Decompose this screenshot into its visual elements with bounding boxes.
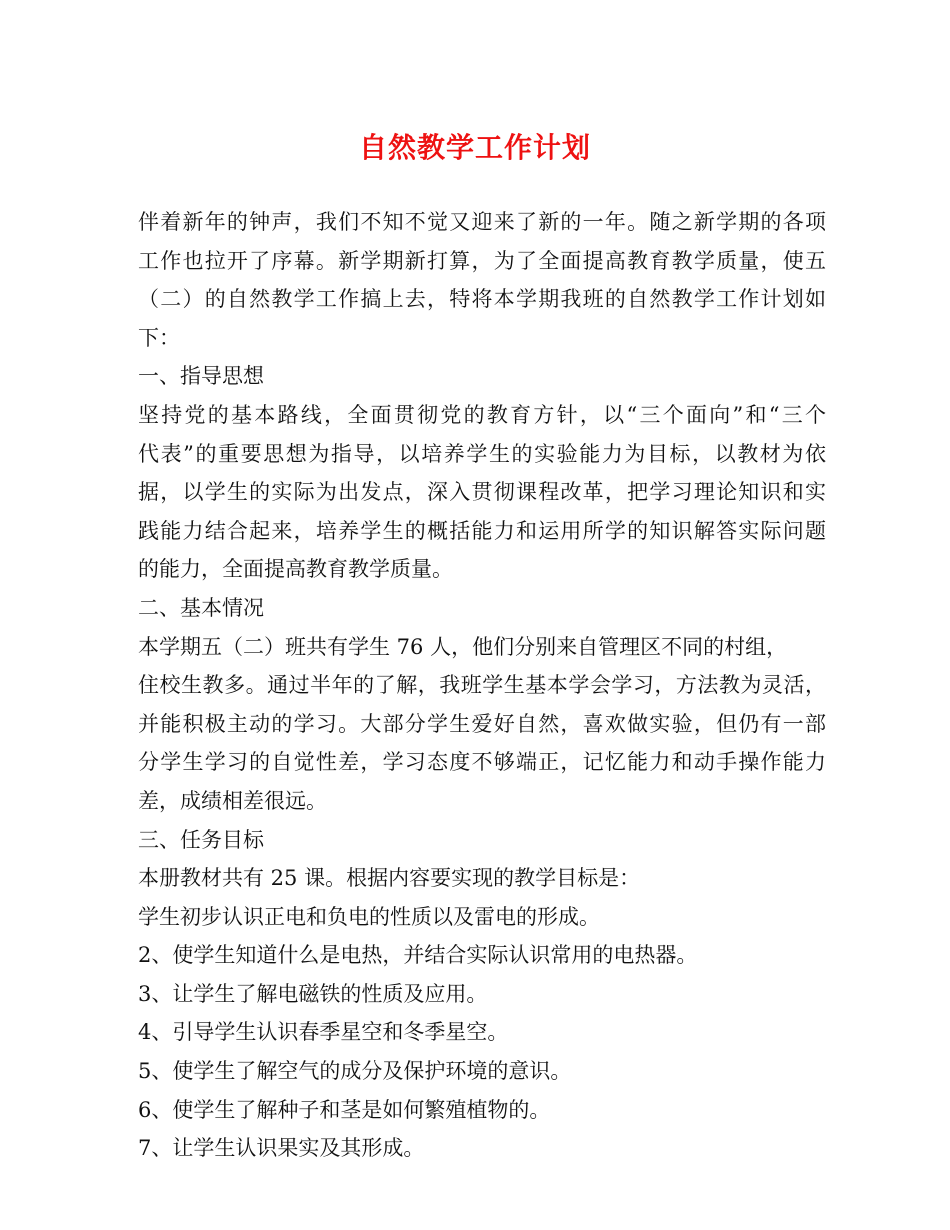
body-line: 学生初步认识正电和负电的性质以及雷电的形成。	[138, 904, 600, 929]
body-line: 差，成绩相差很远。	[138, 788, 327, 813]
document-title: 自然教学工作计划	[358, 131, 591, 164]
body-line: 一、指导思想	[138, 364, 264, 389]
body-line: 本册教材共有 25 课。根据内容要实现的教学目标是：	[138, 866, 641, 891]
body-line: 代表”的重要思想为指导，以培养学生的实验能力为目标，以教材为依	[138, 441, 826, 466]
body-line: 分学生学习的自觉性差，学习态度不够端正，记忆能力和动手操作能力	[138, 750, 826, 775]
body-line: 的能力，全面提高教育教学质量。	[138, 557, 453, 582]
document-body	[138, 203, 826, 1168]
body-line: 2、使学生知道什么是电热，并结合实际认识常用的电热器。	[138, 943, 698, 968]
body-line: 本学期五（二）班共有学生 76 人，他们分别来自管理区不同的村组，	[138, 634, 788, 659]
body-line: 践能力结合起来，培养学生的概括能力和运用所学的知识解答实际问题	[138, 518, 826, 543]
body-line: 坚持党的基本路线，全面贯彻党的教育方针，以“三个面向”和“三个	[138, 402, 826, 427]
body-line: 4、引导学生认识春季星空和冬季星空。	[138, 1020, 509, 1045]
body-line: 下：	[138, 325, 180, 350]
body-line: 住校生教多。通过半年的了解，我班学生基本学会学习，方法教为灵活，	[138, 673, 826, 698]
body-line: 并能积极主动的学习。大部分学生爱好自然，喜欢做实验，但仍有一部	[138, 711, 826, 736]
body-line: 据，以学生的实际为出发点，深入贯彻课程改革，把学习理论知识和实	[138, 480, 826, 505]
body-line: 二、基本情况	[138, 595, 264, 620]
body-line: 7、让学生认识果实及其形成。	[138, 1136, 425, 1161]
body-line: 3、让学生了解电磁铁的性质及应用。	[138, 981, 488, 1006]
body-line: 6、使学生了解种子和茎是如何繁殖植物的。	[138, 1097, 551, 1122]
body-line: 伴着新年的钟声，我们不知不觉又迎来了新的一年。随之新学期的各项	[138, 210, 826, 234]
body-line: 5、使学生了解空气的成分及保护环境的意识。	[138, 1059, 572, 1084]
body-line: 三、任务目标	[138, 827, 264, 852]
body-line: （二）的自然教学工作搞上去，特将本学期我班的自然教学工作计划如	[138, 287, 826, 312]
body-line: 工作也拉开了序幕。新学期新打算，为了全面提高教育教学质量，使五	[138, 248, 826, 273]
